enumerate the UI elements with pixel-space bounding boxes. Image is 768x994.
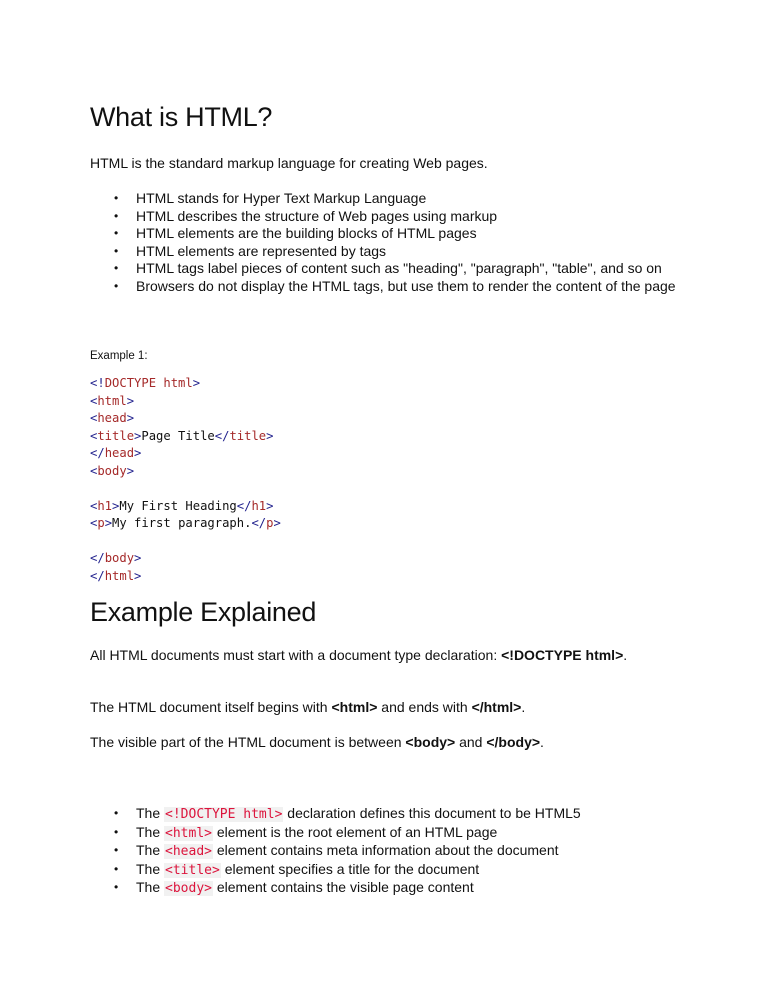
text: element is the root element of an HTML page <box>212 823 498 840</box>
code-tag: p <box>266 516 274 530</box>
code-line <box>90 410 281 428</box>
code-bracket: < <box>90 463 98 478</box>
body-tag-paragraph <box>90 734 544 752</box>
list-item: • HTML elements are the building blocks of HTML pages <box>90 225 686 243</box>
intro-paragraph: HTML is the standard markup language for creating Web pages. <box>90 155 488 171</box>
code-bracket: < <box>90 516 98 530</box>
inline-code: <head> <box>165 844 212 859</box>
list-item <box>90 879 686 898</box>
code-text: My first paragraph. <box>112 516 252 530</box>
bold-code: </html> <box>471 699 522 715</box>
code-bracket: > <box>134 428 142 443</box>
code-bracket: < <box>90 393 98 408</box>
code-bracket: > <box>126 463 135 478</box>
list-item: • HTML stands for Hyper Text Markup Language <box>90 190 686 208</box>
text: The visible part of the HTML document is between <box>90 734 406 750</box>
code-line <box>90 515 281 533</box>
code-bracket: > <box>134 446 142 460</box>
code-line <box>90 393 281 411</box>
code-bracket: > <box>273 516 281 530</box>
text: The <box>136 860 165 877</box>
code-tag: html <box>104 568 135 583</box>
code-bracket: > <box>266 428 274 443</box>
code-bracket: < <box>90 428 98 443</box>
doctype-paragraph <box>90 647 680 665</box>
inline-code: <title> <box>165 862 220 878</box>
code-tag: body <box>97 463 127 478</box>
code-tag: h1 <box>97 498 113 513</box>
code-line <box>90 480 281 498</box>
text: . <box>540 734 544 750</box>
list-item <box>90 824 686 843</box>
code-bracket: </ <box>236 498 252 513</box>
html-tag-paragraph <box>90 699 525 717</box>
code-text: Page Title <box>141 428 215 443</box>
code-bracket: </ <box>214 428 230 443</box>
text: element contains meta information about the document <box>212 842 559 858</box>
code-line <box>90 445 281 463</box>
code-bracket: < <box>90 411 98 425</box>
code-tag: body <box>104 551 135 565</box>
bold-code: </body> <box>486 734 541 750</box>
elements-list <box>90 805 686 898</box>
code-tag: h1 <box>251 498 267 513</box>
code-bracket: <! <box>90 376 105 390</box>
code-bracket: > <box>104 516 113 530</box>
section-heading: Example Explained <box>90 597 317 627</box>
code-tag: title <box>97 428 135 443</box>
inline-code: <body> <box>165 881 212 896</box>
bold-code: <body> <box>405 734 456 750</box>
code-bracket: </ <box>90 551 105 565</box>
text: . <box>521 699 526 715</box>
text: The <box>136 842 165 858</box>
code-tag: head <box>97 411 127 425</box>
code-bracket: > <box>126 393 135 408</box>
example-label: Example 1: <box>90 350 148 362</box>
code-tag: DOCTYPE html <box>104 376 193 390</box>
code-bracket: > <box>134 551 142 565</box>
code-line <box>90 428 281 446</box>
code-tag: p <box>97 516 105 530</box>
text: The <box>136 805 165 821</box>
text: element specifies a title for the document <box>220 860 480 877</box>
code-bracket: > <box>126 411 135 425</box>
list-item: • Browsers do not display the HTML tags, but use them to render the content of the page <box>90 278 686 296</box>
text: declaration defines this document to be HTML5 <box>283 805 581 821</box>
code-line <box>90 533 281 551</box>
code-line <box>90 568 281 586</box>
text: element contains the visible page content <box>212 879 474 895</box>
html-facts-list <box>90 190 686 295</box>
code-line <box>90 498 281 516</box>
code-text: My First Heading <box>119 498 237 513</box>
text: All HTML documents must start with a document type declaration: <box>90 647 502 663</box>
list-item: • HTML tags label pieces of content such as "heading", "paragraph", "table", and so on <box>90 260 686 278</box>
code-tag: title <box>229 428 267 443</box>
code-tag: html <box>97 393 127 408</box>
list-item: • HTML describes the structure of Web pages using markup <box>90 208 686 226</box>
code-bracket: </ <box>251 516 267 530</box>
code-bracket: </ <box>90 446 105 460</box>
list-item <box>90 861 686 880</box>
code-line <box>90 375 281 393</box>
page-title: What is HTML? <box>90 102 273 132</box>
code-bracket: </ <box>90 568 105 583</box>
inline-code: <!DOCTYPE html> <box>165 807 283 822</box>
code-bracket: > <box>192 376 201 390</box>
text: The HTML document itself begins with <box>90 699 332 715</box>
bold-code: <html> <box>331 699 378 715</box>
text: . <box>623 647 628 663</box>
list-item: • HTML elements are represented by tags <box>90 243 686 261</box>
code-bracket: > <box>112 498 120 513</box>
code-bracket: < <box>90 498 98 513</box>
list-item <box>90 805 686 824</box>
list-item <box>90 842 686 861</box>
text: and ends with <box>377 699 472 715</box>
inline-code: <html> <box>165 825 212 841</box>
text: The <box>136 823 165 840</box>
code-example <box>90 375 281 585</box>
code-line <box>90 463 281 481</box>
bold-code: <!DOCTYPE html> <box>501 647 624 663</box>
code-bracket: > <box>134 568 142 583</box>
code-bracket: > <box>266 498 274 513</box>
text: and <box>455 734 487 750</box>
text: The <box>136 879 165 895</box>
code-line <box>90 550 281 568</box>
code-tag: head <box>104 446 135 460</box>
